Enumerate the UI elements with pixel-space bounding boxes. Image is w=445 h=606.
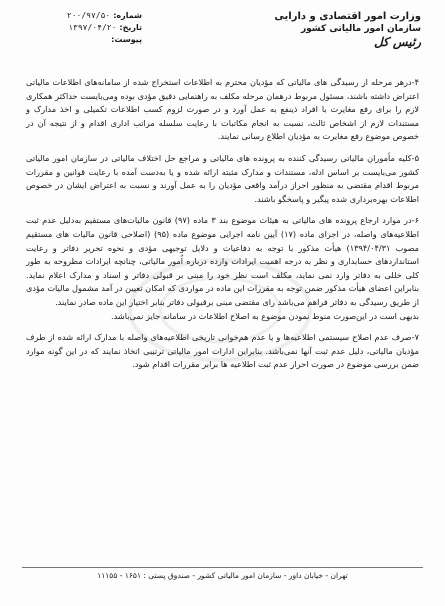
attachment-label: پیوست: (111, 35, 142, 44)
date-label: تاریخ: (119, 23, 142, 32)
paragraph-5: ۵-کلیه مأموران مالیاتی رسیدگی کننده به پرونده های مالیاتی و مراجع حل اختلاف مالیاتی در سازمان امور مالیاتی کشور می‌بایست بر اساس ادله، مستندات و مدارک مثبته ارائه شده و یا به‌دست آمده با رعایت قوانین و مقررات مربوط اقدام مقتضی به منظور احراز درآمد واقعی مؤدیان را به عمل آورند و نسبت به اعتراض ایشان در خصوص اطلاعات بهره‌برداری شده پیگیر و پاسخگو باشند. (26, 152, 419, 204)
date-value: ۱۳۹۷/۰۴/۲۰ (68, 23, 117, 32)
footer-address: تهران - خیابان داور - سازمان امور مالیاتی کشور - صندوق پستی : ۱۶۵۱ - ۱۱۱۵۵ (97, 571, 348, 580)
ministry-name: وزارت امور اقتصادی و دارایی (274, 11, 421, 22)
paragraph-7: ۷-صرف عدم اصلاح سیستمی اطلاعیه‌ها و یا عدم هم‌خوانی تاریخی اطلاعیه‌های واصله با مدارک ارائه شده از طرف مؤدیان مالیاتی، دلیل عدم ثبت آنها نمی‌باشد. بنابراین ادارات امور مالیاتی ترتیبی اتخاذ نمایند که در این گونه موارد ضمن بررسی موضوع در صورت احراز عدم ثبت اطلاعیه ها برابر مقررات اقدام شود. (26, 332, 419, 370)
paragraph-4: ۴-درهر مرحله از رسیدگی های مالیاتی که مؤدیان محترم به اطلاعات استخراج شده از سامانه‌های اطلاعات مالیاتی اعتراض داشته باشند، مسئول مربوط درهمان مرحله مکلف به راهنمایی دقیق مؤدی بوده ومی‌بایست حداکثر همکاری لازم را برای رفع مغایرت با افراد ذینفع به عمل آورد و در صورت لزوم کسب اطلاعات تکمیلی و اخذ مدارک و مستندات لازم از اشخاص ثالث، نسبت به انجام مکاتبات با رعایت سلسله مراتب اداری اقدام و از نتیجه آن در خصوص موضوع رفع مغایرت به مؤدیان اطلاع رسانی نمایند. (26, 77, 419, 142)
sender-title: رئیس کل (373, 35, 421, 49)
number-value: ۲۰۰/۹۷/۵۰ (66, 11, 111, 20)
letter-meta (38, 10, 142, 46)
organization-header (251, 10, 421, 50)
organization-name: سازمان امور مالیاتی کشور (300, 24, 421, 34)
letter-date-row (38, 22, 142, 34)
paragraph-6: ۶-در موارد ارجاع پرونده های مالیاتی به هیئات موضوع بند ۳ ماده (۹۷) قانون مالیات‌های مستقیم به‌دلیل عدم ثبت اطلاعیه‌های واصله، در اجرای ماده (۱۷) آیین نامه اجرایی موضوع ماده (۹۵) (اصلاحی قانون مالیات های مستقیم مصوب ۱۳۹۴/۰۴/۳۱) هیأت مذکور با توجه به دفاعیات و دلایل توجیهی مؤدی و نحوه تحریر دفاتر و رعایت استانداردهای حسابداری و نظر به درجه اهمیت ایرادات وارده درباره اُمور مالیاتی، چنانچه ایرادات مطروحه به طور کلی خللی به دفاتر وارد نمی نماید، مکلف است نظر خود را مبنی بر قبولی دفاتر و اسناد و مدارک اعلام نماید. بنابراین اعضای هیأت مذکور ضمن توجه به مقررات این ماده در مواردی که امکان تعیین در آمد مشمول مالیات مؤدی از طریق رسیدگی به دفاتر فراهم می‌باشد رای مقتضی مبنی برقبولی دفاتر بنابر اختیار این ماده صادر نمایند. (26, 215, 419, 307)
attachment-row (38, 34, 142, 46)
letter-body (26, 76, 419, 372)
number-label: شماره: (113, 11, 142, 20)
footer-divider (22, 567, 423, 568)
paragraph-6-note: بدیهی است در این‌صورت منوط نمودن موضوع به اصلاح اطلاعات در سامانه جایز نمی‌باشد. (111, 310, 419, 321)
letter-number-row (38, 10, 142, 22)
